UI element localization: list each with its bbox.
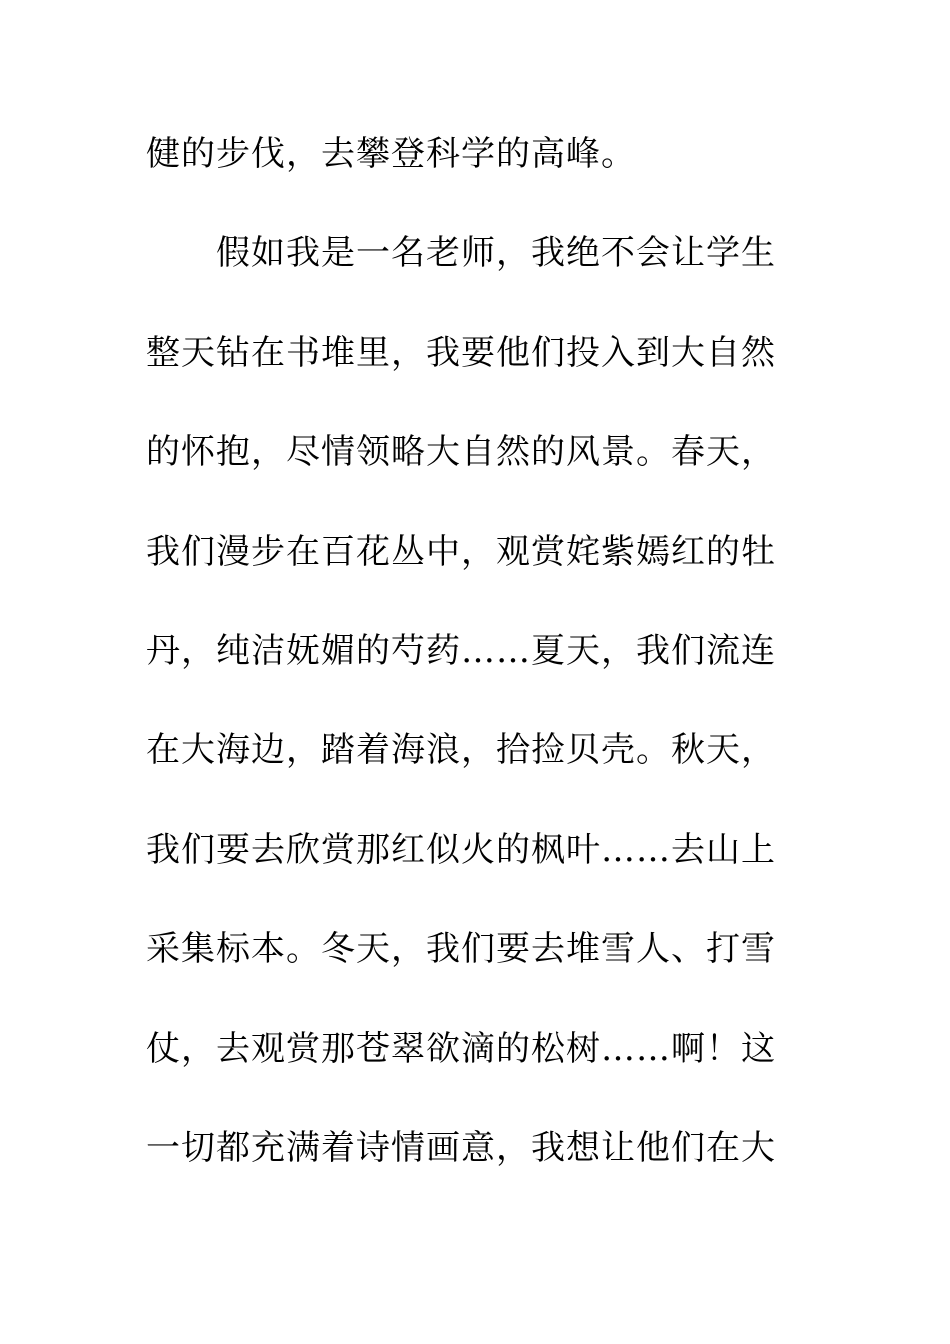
text-line: 采集标本。冬天，我们要去堆雪人、打雪	[146, 929, 776, 970]
text-line: 丹，纯洁妩媚的芍药……夏天，我们流连	[146, 630, 776, 671]
text-line: 仗，去观赏那苍翠欲滴的松树……啊！这	[146, 1028, 776, 1069]
text-line: 我们要去欣赏那红似火的枫叶……去山上	[146, 829, 776, 870]
text-line: 整天钻在书堆里，我要他们投入到大自然	[146, 332, 776, 373]
body-text	[146, 122, 806, 1215]
text-line: 的怀抱，尽情领略大自然的风景。春天，	[146, 432, 776, 473]
text-line: 在大海边，踏着海浪，拾捡贝壳。秋天，	[146, 730, 776, 771]
text-line: 我们漫步在百花丛中，观赏姹紫嫣红的牡	[146, 531, 776, 572]
text-line: 健的步伐，去攀登科学的高峰。	[146, 134, 636, 174]
paragraph-start-line: 假如我是一名老师，我绝不会让学生	[216, 233, 776, 274]
text-line: 一切都充满着诗情画意，我想让他们在大	[146, 1127, 776, 1168]
